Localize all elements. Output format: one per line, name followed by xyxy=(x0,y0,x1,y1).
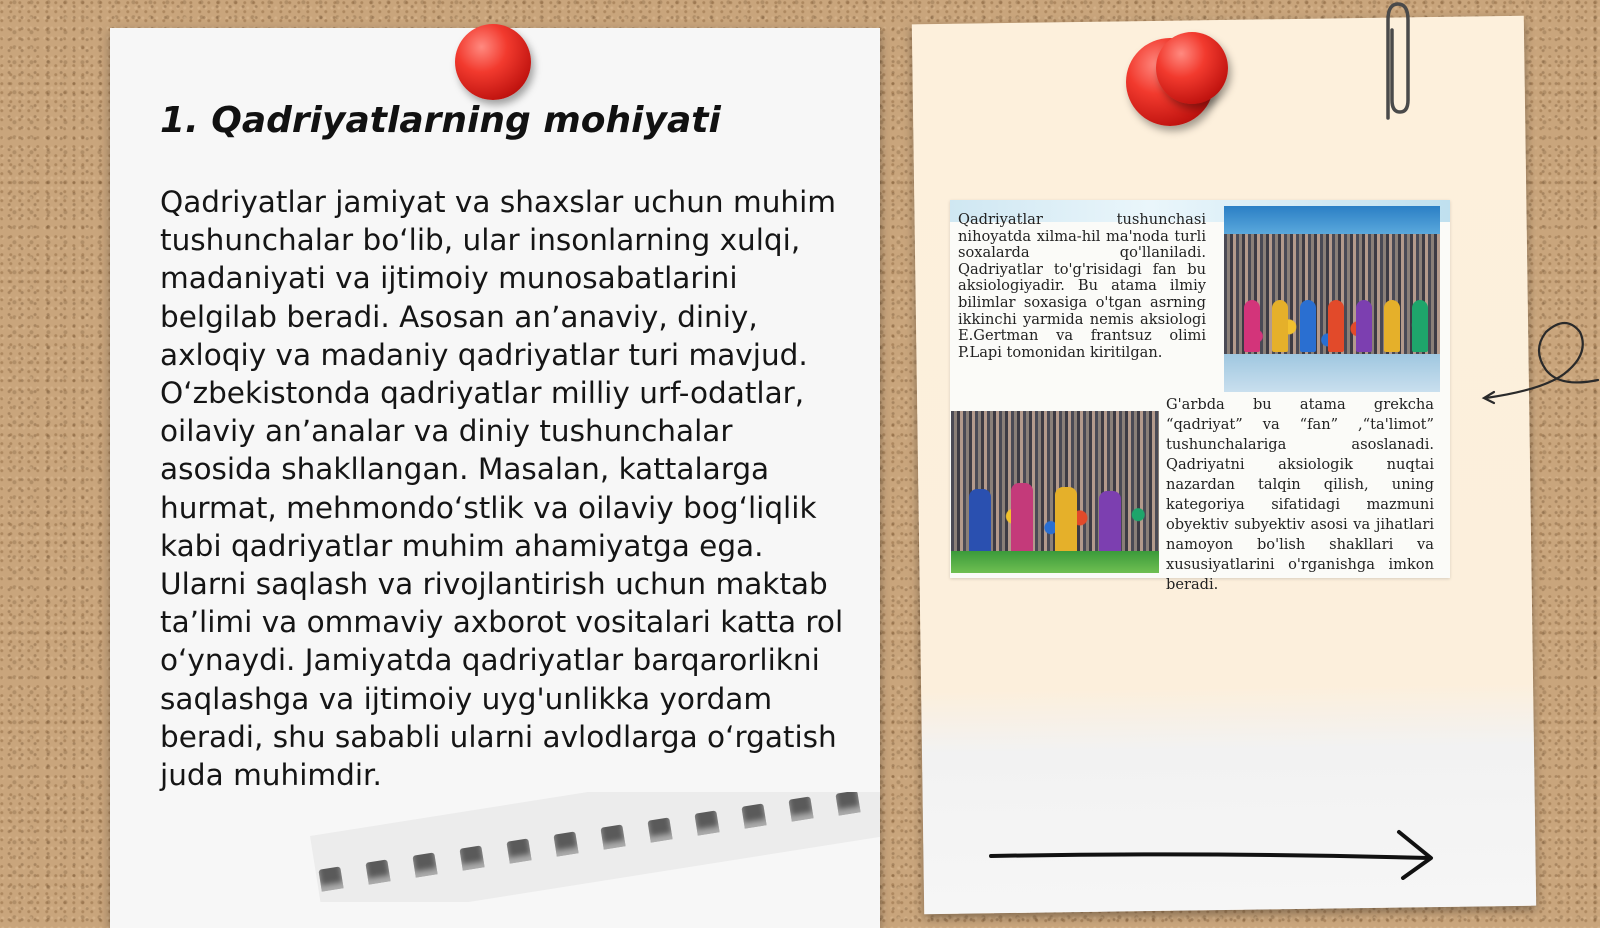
push-pin-icon xyxy=(455,24,531,100)
paperclip-icon xyxy=(1378,0,1412,120)
push-pin-icon xyxy=(1156,32,1228,104)
loop-arrow-doodle-icon xyxy=(1480,310,1600,410)
festival-dancers-photo xyxy=(951,411,1159,573)
card-heading: 1. Qadriyatlarning mohiyati xyxy=(160,100,721,141)
right-arrow-icon xyxy=(985,820,1445,880)
festival-crowd-photo xyxy=(1224,206,1440,392)
card-body-text: Qadriyatlar jamiyat va shaxslar uchun muhim tushunchalar bo‘lib, ular insonlarning xulqi, madaniyati va ijtimoiy munosabatlarini belgilab beradi. Asosan an’anaviy, diniy, axloqiy va madaniy qadriyatlar turi mavjud. O‘zbekistonda qadriyatlar milliy urf-odatlar, oilaviy an’analar va diniy tushunchalar asosida shakllangan. Masalan, kattalarga hurmat, mehmondo‘stlik va oilaviy bog‘liqlik kabi qadriyatlar muhim ahamiyatga ega. Ularni saqlash va rivojlantirish uchun maktab ta’limi va ommaviy axborot vositalari katta rol o‘ynaydi. Jamiyatda qadriyatlar barqarorlikni saqlashga va ijtimoiy uyg'unlikka yordam beradi, shu sababli ularni avlodlarga o‘rgatish juda muhimdir. xyxy=(160,185,844,793)
torn-notebook-edge xyxy=(310,792,880,902)
book-paragraph-1: Qadriyatlar tushunchasi nihoyatda xilma-hil ma'noda turli soxalarda qo'llaniladi. Qadriyatlar to'g'risidagi fan bu aksiologiyadir. Bu atama ilmiy bilimlar soxasiga o'tgan asrning ikkinchi yarmida nemis aksiologi E.Gertman va frantsuz olimi P.Lapi tomonidan kiritilgan. xyxy=(958,211,1206,361)
book-paragraph-2: G'arbda bu atama grekcha “qadriyat” va “fan” ,“ta'limot” tushunchalariga asoslanadi. Qadriyatni aksiologik nuqtai nazardan talqin qilish, uning kategoriya sifatidagi mazmuni obyektiv subyektiv asosi va jihatlari namoyon bo'lish shakllari va xususiyatlarini o'rganishga imkon beradi. xyxy=(1166,396,1434,593)
